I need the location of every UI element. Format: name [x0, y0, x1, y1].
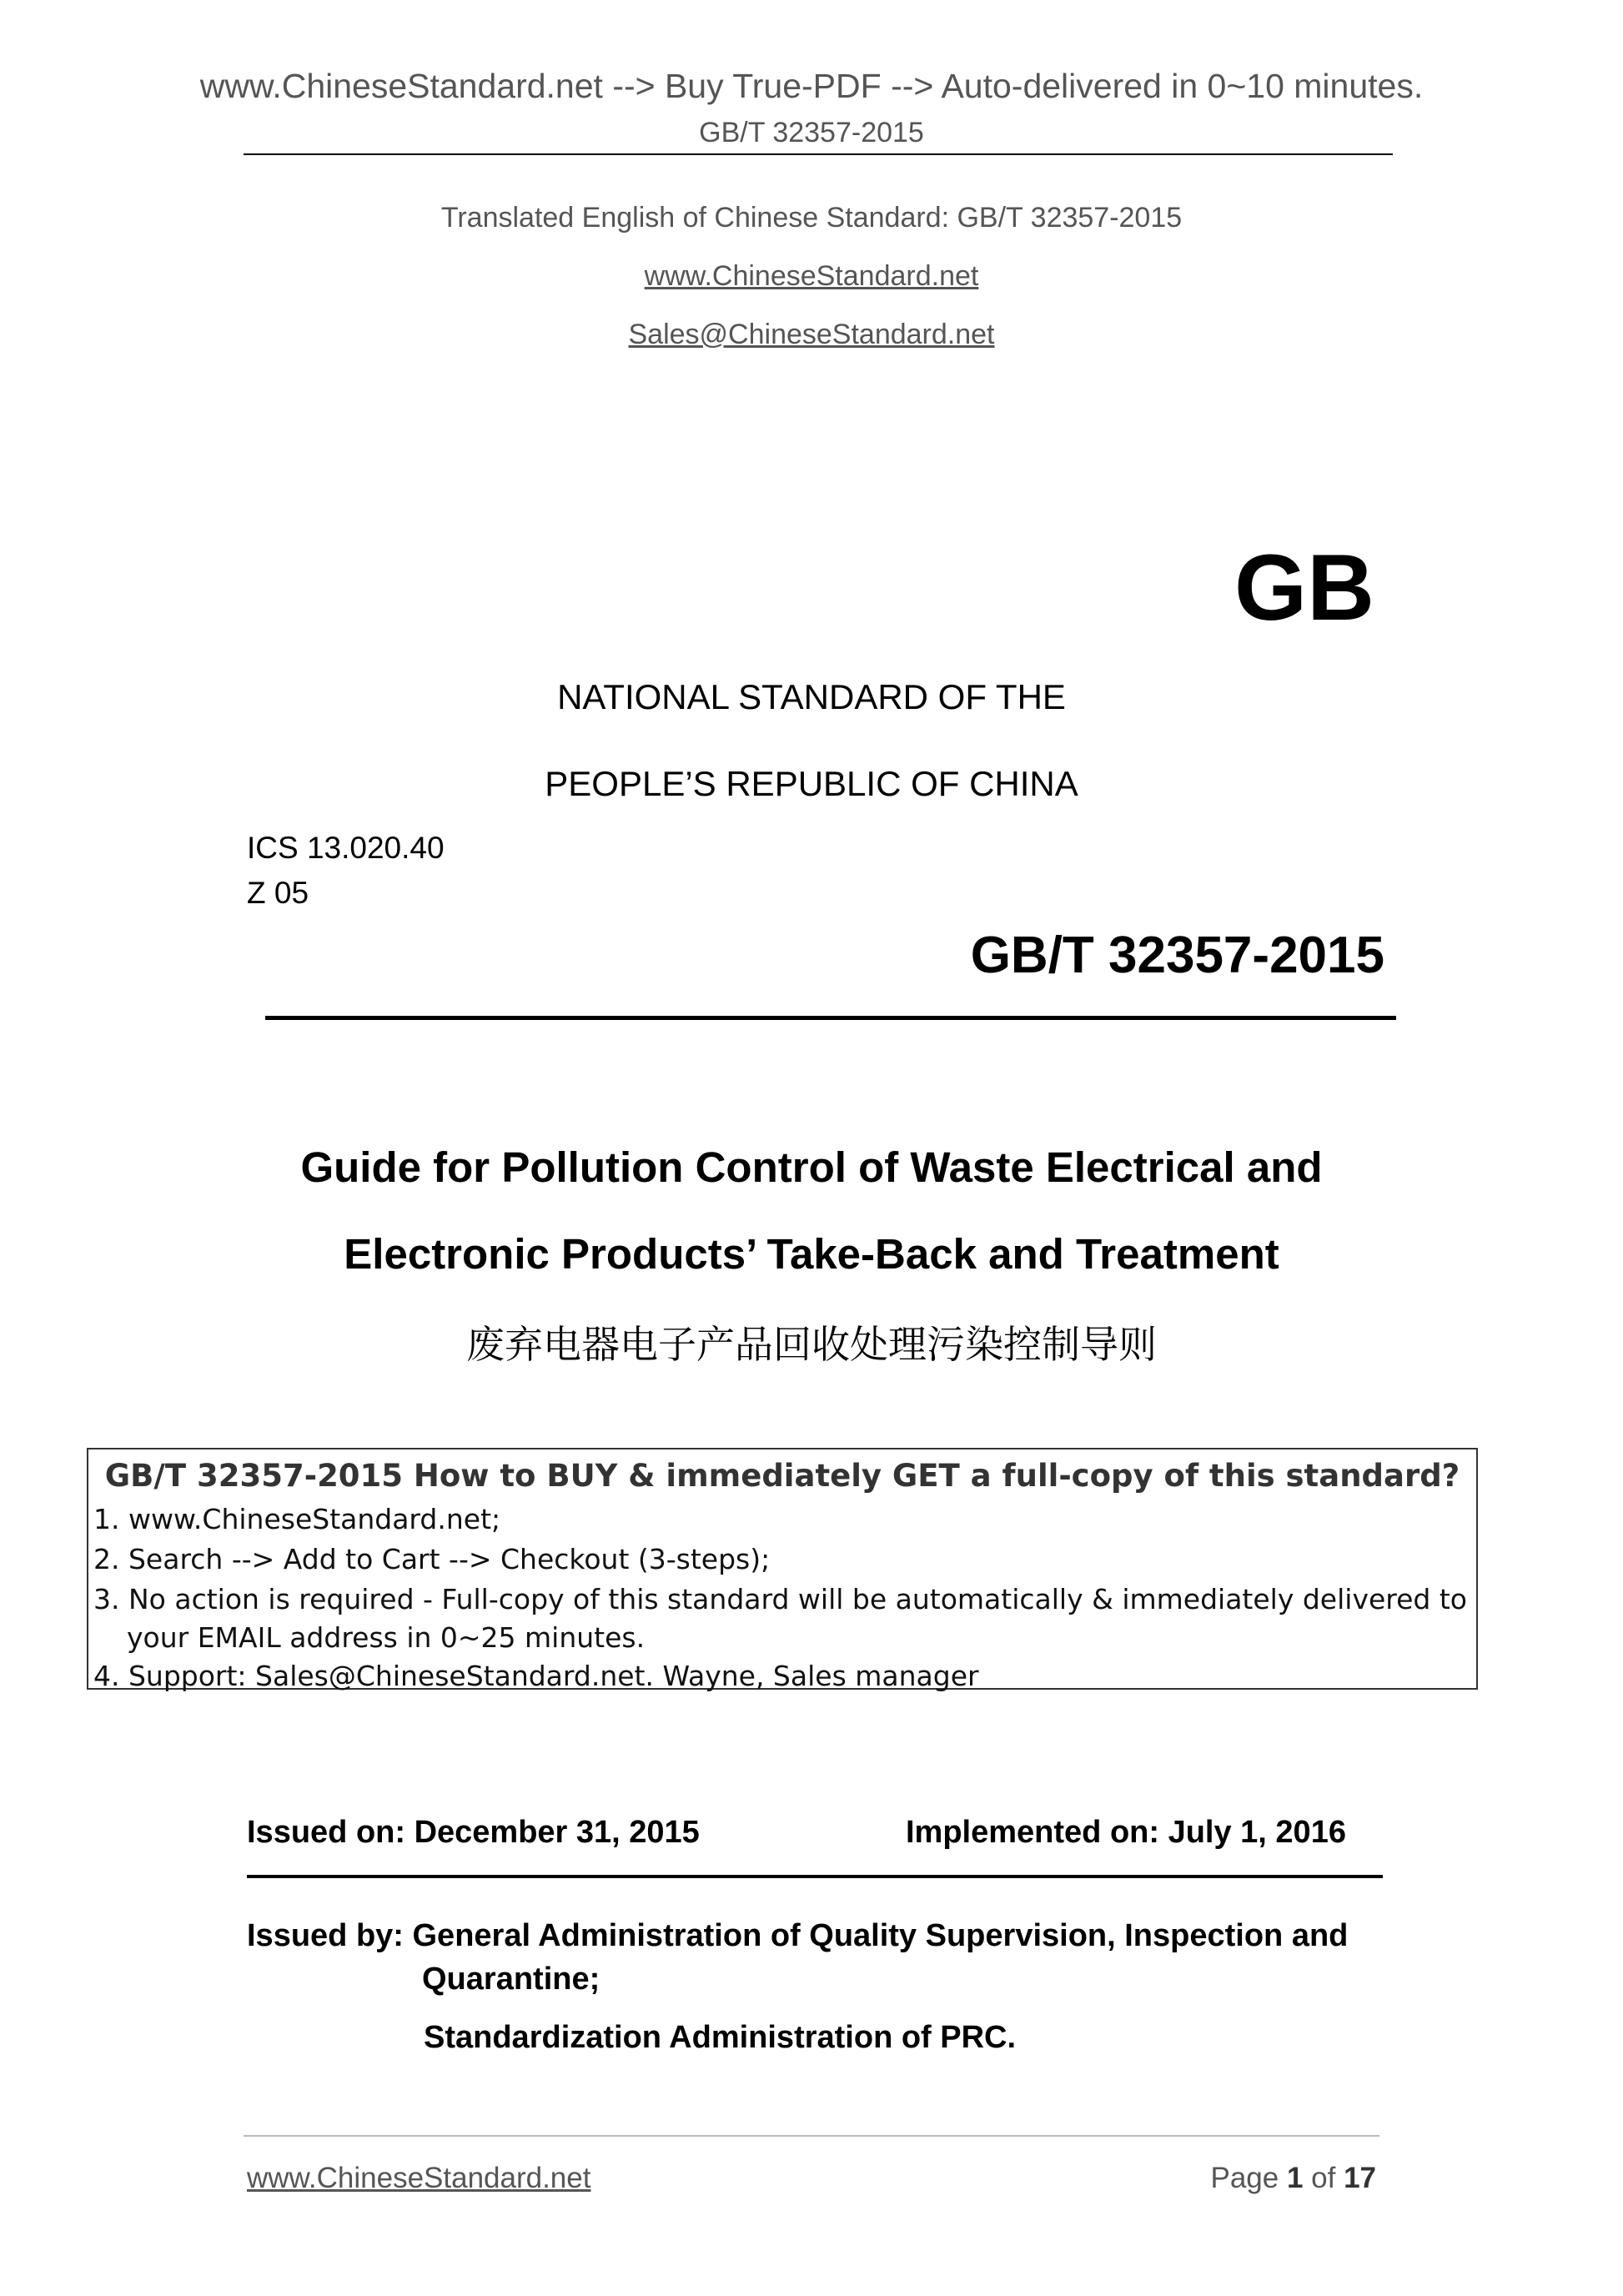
translation-email-wrap [0, 319, 1623, 351]
ccs-code: Z 05 [247, 876, 309, 910]
buy-step-3: 3. No action is required - Full-copy of this standard will be automatically & immediately delivered to [93, 1583, 1467, 1615]
dates-divider [247, 1875, 1383, 1878]
implemented-on-date: Implemented on: July 1, 2016 [906, 1815, 1346, 1850]
title-line-2: Electronic Products’ Take-Back and Treatment [344, 1230, 1279, 1278]
translation-email-link[interactable]: Sales@ChineseStandard.net [628, 319, 995, 350]
standard-number: GB/T 32357-2015 [970, 927, 1384, 984]
footer-divider [244, 2135, 1379, 2137]
translation-line: Translated English of Chinese Standard: GB/T 32357-2015 [440, 202, 1183, 234]
title-chinese: 废弃电器电子产品回收处理污染控制导则 [466, 1322, 1157, 1367]
page-prefix: Page [1210, 2162, 1287, 2194]
page-current: 1 [1286, 2162, 1304, 2194]
page-total: 17 [1344, 2162, 1376, 2194]
buy-instructions-box [87, 1448, 1478, 1690]
ics-code: ICS 13.020.40 [247, 831, 445, 865]
title-line-1: Guide for Pollution Control of Waste Electrical and [300, 1143, 1323, 1191]
buy-step-2: 2. Search --> Add to Cart --> Checkout (3-steps); [93, 1543, 771, 1575]
gb-mark: GB [1234, 535, 1374, 640]
footer-website-wrap [247, 2162, 590, 2195]
translation-website-link[interactable]: www.ChineseStandard.net [644, 260, 979, 292]
issuer-line-3: Standardization Administration of PRC. [424, 2020, 1017, 2055]
buy-step-3-continued: your EMAIL address in 0~25 minutes. [127, 1621, 646, 1654]
national-line-1: NATIONAL STANDARD OF THE [557, 677, 1066, 716]
header-top-line: www.ChineseStandard.net --> Buy True-PDF --> Auto-delivered in 0~10 minutes. [199, 67, 1424, 105]
buy-box-title: GB/T 32357-2015 How to BUY & immediately GET a full-copy of this standard? [104, 1458, 1460, 1494]
page-of: of [1303, 2162, 1344, 2194]
issuer-line-1: Issued by: General Administration of Quality Supervision, Inspection and [247, 1918, 1349, 1953]
national-line-2: PEOPLE’S REPUBLIC OF CHINA [545, 764, 1078, 803]
page-indicator [1084, 2162, 1376, 2195]
translation-website-wrap [0, 260, 1623, 293]
header-divider [244, 153, 1393, 155]
footer-website-link[interactable]: www.ChineseStandard.net [247, 2162, 591, 2194]
issuer-line-2: Quarantine; [422, 1962, 600, 1997]
buy-step-1: 1. www.ChineseStandard.net; [93, 1503, 501, 1535]
buy-step-4: 4. Support: Sales@ChineseStandard.net. Wayne, Sales manager [93, 1660, 979, 1692]
standard-number-divider [265, 1016, 1396, 1020]
header-doc-code: GB/T 32357-2015 [699, 117, 924, 148]
issued-on-date: Issued on: December 31, 2015 [247, 1815, 700, 1850]
